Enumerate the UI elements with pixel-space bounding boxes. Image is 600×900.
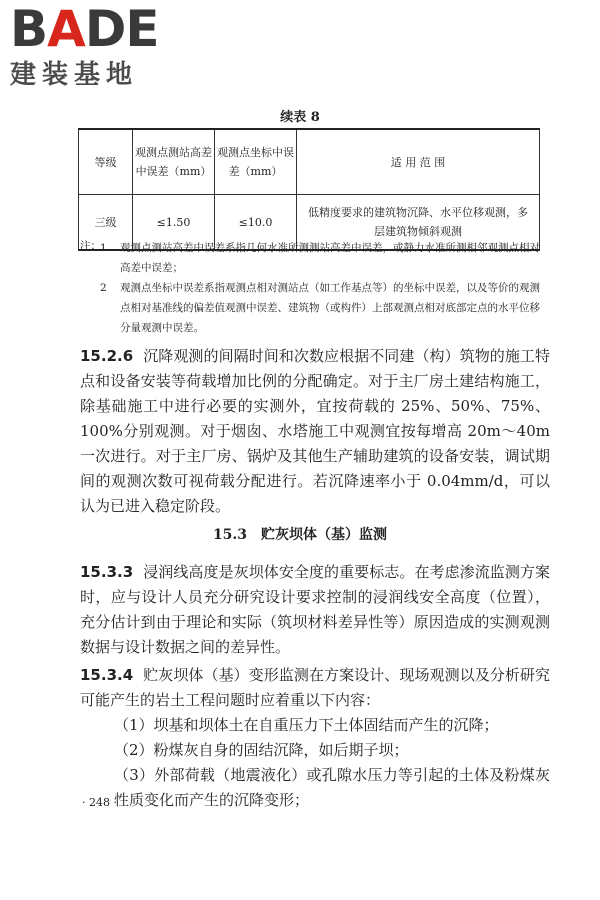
cell-scope: 低精度要求的建筑物沉降、水平位移观测，多层建筑物倾斜观测 bbox=[297, 195, 540, 251]
note-item bbox=[100, 238, 540, 278]
table-notes bbox=[100, 238, 540, 338]
table-caption: 续表 8 bbox=[280, 110, 320, 125]
cell-grade: 三级 bbox=[79, 195, 133, 251]
notes-label: 注： bbox=[80, 240, 101, 252]
section-heading-15-3: 15.3 贮灰坝体（基）监测 bbox=[212, 527, 388, 543]
note-text: 观测点测站高差中误差系指几何水准所测测站高差中误差，或静力水准所测相邻观测点相对高差中误差； bbox=[120, 242, 540, 274]
list-item: （3）外部荷载（地震液化）或孔隙水压力等引起的土体及粉煤灰性质变化而产生的沉降变形； bbox=[114, 766, 550, 809]
note-text: 观测点坐标中误差系指观测点相对测站点（如工作基点等）的坐标中误差，以及等价的观测点相对基准线的偏差值观测中误差、建筑物（或构件）上部观测点相对底部定点的水平位移分量观测中误差。 bbox=[120, 282, 540, 334]
page-number: · 248 · bbox=[82, 796, 117, 809]
section-15-3-4 bbox=[80, 663, 550, 813]
section-text: 贮灰坝体（基）变形监测在方案设计、现场观测以及分析研究可能产生的岩土工程问题时应着重以下内容： bbox=[80, 666, 550, 709]
note-number: 2 bbox=[100, 282, 107, 294]
section-15-2-6 bbox=[80, 344, 550, 519]
note-item bbox=[100, 278, 540, 338]
section-text: 沉降观测的间隔时间和次数应根据不同建（构）筑物的施工特点和设备安装等荷载增加比例的分配确定。对于主厂房土建结构施工，除基础施工中进行必要的实测外，宜按荷载的 25%、50%、75%、100%分别观测。对于烟囱、水塔施工中观测宜按每增高 20m～40m 一次进行。对于主厂房、锅炉及其他生产辅助建筑的设备安装，调试期间的观测次数可视荷载分配进行。若沉降速率小于 0.04mm/d，可以认为已进入稳定阶段。 bbox=[80, 347, 550, 515]
header-height-error: 观测点测站高差中误差（mm） bbox=[133, 129, 215, 195]
section-number: 15.2.6 bbox=[80, 347, 134, 365]
list-item: （1）坝基和坝体土在自重压力下土体固结而产生的沉降； bbox=[114, 716, 499, 734]
cell-height-error: ≤1.50 bbox=[133, 195, 215, 251]
header-scope: 适 用 范 围 bbox=[297, 129, 540, 195]
header-coord-error: 观测点坐标中误差（mm） bbox=[215, 129, 297, 195]
logo-wordmark: BADE bbox=[10, 0, 159, 58]
header-grade: 等级 bbox=[79, 129, 133, 195]
cell-coord-error: ≤10.0 bbox=[215, 195, 297, 251]
precision-table bbox=[78, 128, 540, 251]
section-15-3-3 bbox=[80, 560, 550, 660]
section-number: 15.3.3 bbox=[80, 563, 134, 581]
section-text: 浸润线高度是灰坝体安全度的重要标志。在考虑渗流监测方案时，应与设计人员充分研究设计要求控制的浸润线安全高度（位置），充分估计到由于理论和实际（筑坝材料差异性等）原因造成的实测观测数据与设计数据之间的差异性。 bbox=[80, 563, 550, 656]
note-number: 1 bbox=[100, 242, 107, 254]
logo-subtitle: 建装基地 bbox=[10, 60, 139, 90]
logo bbox=[10, 0, 180, 90]
section-number: 15.3.4 bbox=[80, 666, 134, 684]
list-item: （2）粉煤灰自身的固结沉降，如后期子坝； bbox=[114, 741, 409, 759]
